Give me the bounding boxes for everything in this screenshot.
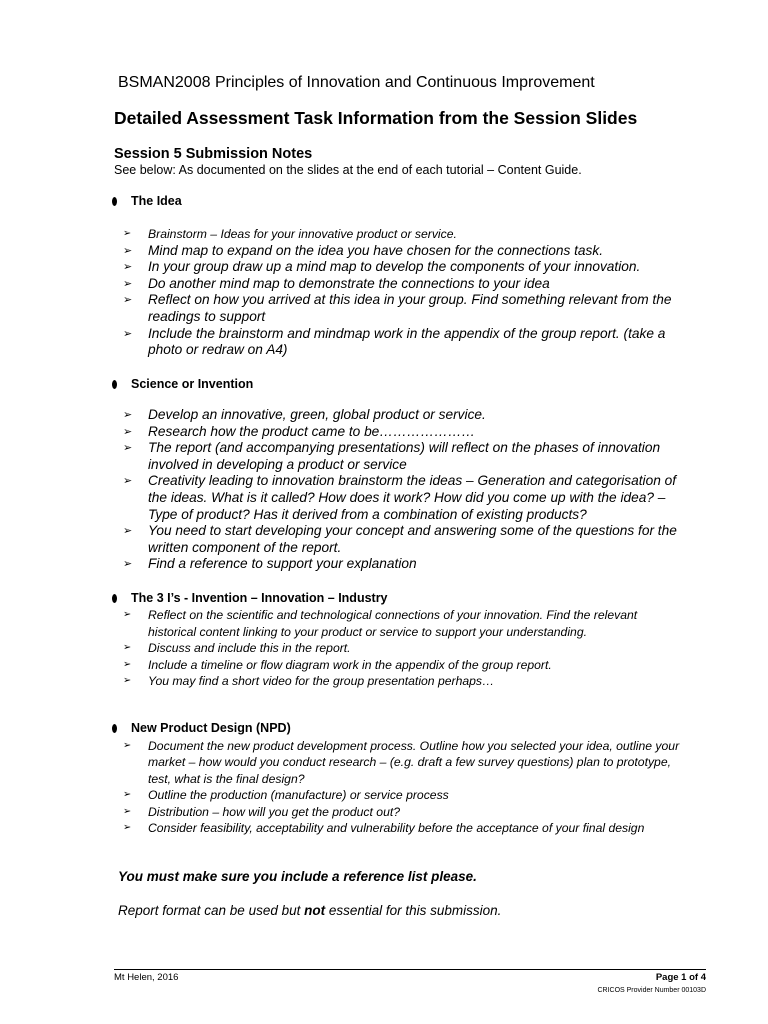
format-note-emphasis: not	[304, 903, 326, 918]
arrow-icon: ➢	[123, 805, 132, 817]
arrow-icon: ➢	[123, 244, 133, 257]
list-item: ➢ Reflect on how you arrived at this idea in your group. Find something relevant from the readings to support	[123, 292, 672, 324]
arrow-icon: ➢	[123, 740, 132, 751]
page-number: Page 1 of 4	[655, 972, 706, 983]
section-heading-label: New Product Design (NPD)	[131, 721, 291, 735]
arrow-icon: ➢	[123, 409, 133, 421]
session-subtitle: Session 5 Submission Notes	[114, 146, 313, 162]
list-item: ➢ You need to start developing your concept and answering some of the questions for the written component of the report.	[123, 523, 677, 555]
arrow-icon: ➢	[123, 558, 133, 571]
arrow-icon: ➢	[123, 475, 133, 488]
list-item: ➢ In your group draw up a mind map to develop the components of your innovation.	[123, 259, 641, 275]
arrow-icon: ➢	[123, 675, 132, 686]
section-heading-three-is	[112, 591, 388, 605]
arrow-icon: ➢	[123, 822, 132, 834]
arrow-icon: ➢	[123, 609, 132, 620]
arrow-icon: ➢	[123, 425, 133, 438]
list-item: ➢ Develop an innovative, green, global product or service.	[123, 407, 486, 422]
arrow-icon: ➢	[123, 277, 133, 290]
list-item: ➢ Mind map to expand on the idea you have chosen for the connections task.	[123, 242, 604, 258]
format-note: Report format can be used but not essential for this submission.	[118, 903, 502, 918]
list-item: ➢ Distribution – how will you get the product out?	[123, 804, 401, 819]
bullet-icon	[112, 724, 117, 733]
list-item: ➢ The report (and accompanying presentations) will reflect on the phases of innovation involved in developing a product or service	[123, 440, 661, 472]
arrow-icon: ➢	[123, 228, 132, 239]
section-heading-label: The 3 I’s - Invention – Innovation – Industry	[131, 591, 388, 605]
arrow-icon: ➢	[123, 789, 132, 801]
list-item: ➢ Outline the production (manufacture) or service process	[123, 788, 449, 803]
list-item: ➢ Do another mind map to demonstrate the connections to your idea	[123, 275, 550, 291]
footer-divider	[114, 969, 706, 970]
bullet-icon	[112, 197, 117, 206]
section-list-idea	[120, 226, 680, 359]
section-list-three-is	[120, 607, 650, 690]
section-heading-science	[112, 377, 253, 391]
section-heading-idea	[112, 194, 182, 208]
arrow-icon: ➢	[123, 261, 133, 274]
footer-author: Mt Helen, 2016	[114, 972, 179, 983]
arrow-icon: ➢	[123, 642, 132, 653]
course-title: BSMAN2008 Principles of Innovation and Continuous Improvement	[118, 74, 595, 91]
arrow-icon: ➢	[123, 442, 133, 455]
list-item: ➢ Consider feasibility, acceptability and vulnerability before the acceptance of your final design	[123, 821, 645, 836]
list-item: ➢ You may find a short video for the group presentation perhaps…	[123, 674, 495, 688]
bullet-icon	[112, 380, 117, 389]
list-item: ➢ Include the brainstorm and mindmap work in the appendix of the group report. (take a photo or redraw on A4)	[123, 325, 666, 358]
intro-text: See below: As documented on the slides at the end of each tutorial – Content Guide.	[114, 163, 582, 177]
list-item: ➢ Reflect on the scientific and technological connections of your innovation. Find the relevant historical content linking to your product or service to support your understanding.	[123, 608, 638, 639]
list-item: ➢ Creativity leading to innovation brainstorm the ideas – Generation and categorisation of the ideas. What is it called? How does it work? How did you come up with the idea? – Type of product? Has it derived from a combination of existing products?	[123, 473, 677, 522]
section-heading-label: Science or Invention	[131, 377, 254, 391]
section-list-science	[120, 407, 690, 573]
arrow-icon: ➢	[123, 294, 133, 307]
list-item: ➢ Brainstorm – Ideas for your innovative product or service.	[123, 227, 457, 241]
arrow-icon: ➢	[123, 327, 133, 340]
bullet-icon	[112, 594, 117, 603]
list-item: ➢ Document the new product development process. Outline how you selected your idea, outline your market – how would you conduct research – (e.g. draft a few survey questions) plan to prototype, test, what is the final design?	[123, 739, 680, 786]
arrow-icon: ➢	[123, 525, 133, 538]
list-item: ➢ Research how the product came to be…………………	[123, 423, 476, 439]
section-list-npd	[120, 738, 680, 836]
document-title: Detailed Assessment Task Information from the Session Slides	[114, 108, 638, 128]
list-item: ➢ Include a timeline or flow diagram work in the appendix of the group report.	[123, 657, 552, 672]
reference-note: You must make sure you include a reference list please.	[118, 869, 477, 884]
list-item: ➢ Find a reference to support your explanation	[123, 556, 417, 572]
list-item: ➢ Discuss and include this in the report.	[123, 641, 351, 655]
section-heading-label: The Idea	[131, 194, 182, 208]
cricos-number: CRICOS Provider Number 00103D	[597, 987, 706, 994]
section-heading-npd	[112, 721, 291, 735]
arrow-icon: ➢	[123, 658, 132, 670]
